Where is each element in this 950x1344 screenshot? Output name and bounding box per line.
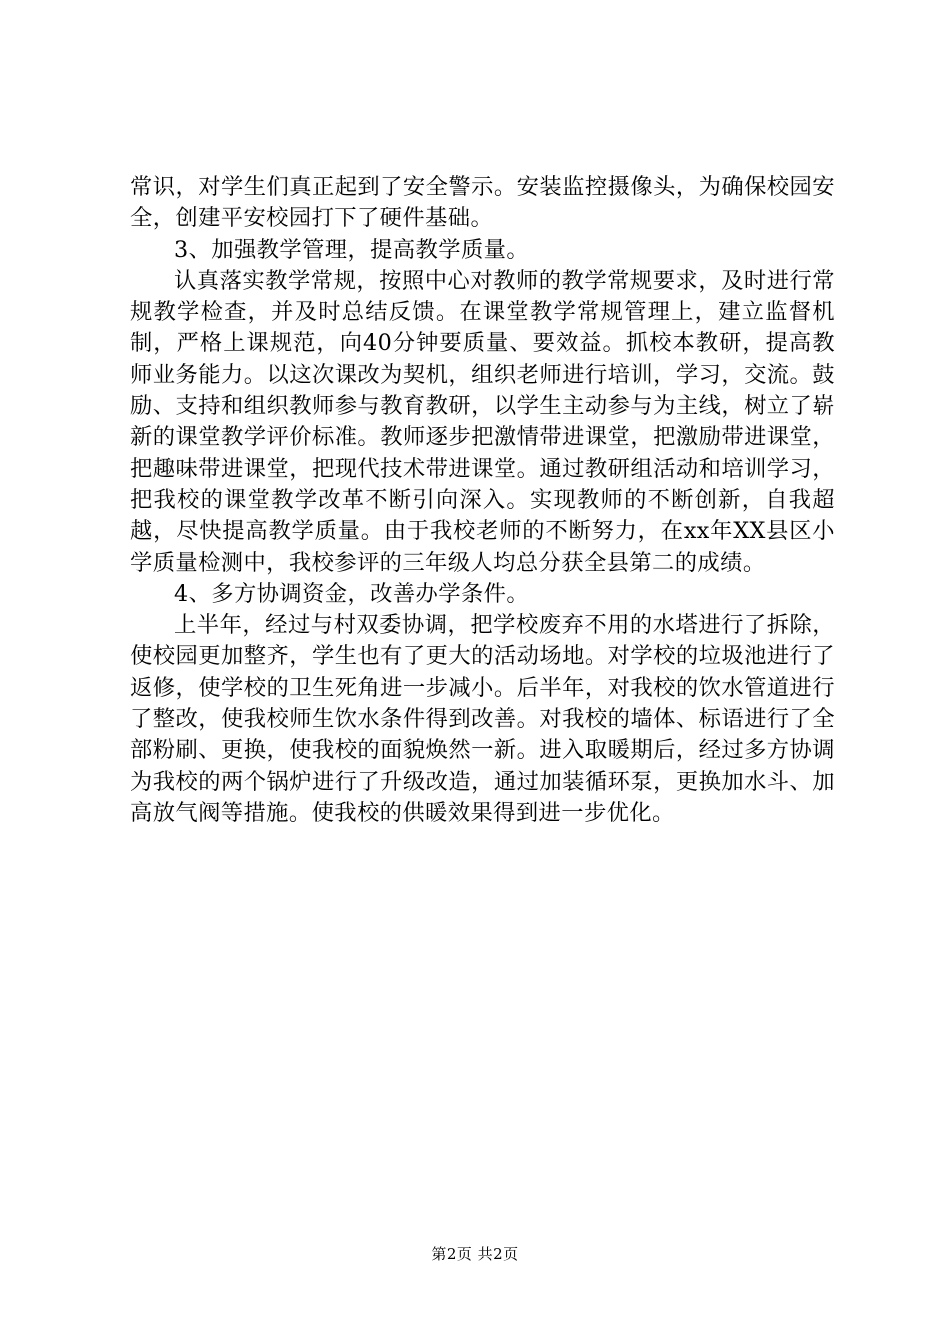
paragraph-school-conditions: 上半年，经过与村双委协调，把学校废弃不用的水塔进行了拆除，使校园更加整齐，学生也有了更大的活动场地。对学校的垃圾池进行了返修，使学校的卫生死角进一步减小。后半年，对我校的饮水管道进行了整改，使我校师生饮水条件得到改善。对我校的墙体、标语进行了全部粉刷、更换，使我校的面貌焕然一新。进入取暖期后，经过多方协调为我校的两个锅炉进行了升级改造，通过加装循环泵，更换加水斗、加高放气阀等措施。使我校的供暖效果得到进一步优化。 bbox=[130, 612, 835, 826]
section-heading-3: 3、加强教学管理，提高教学质量。 bbox=[174, 236, 530, 263]
paragraph-teaching-management: 认真落实教学常规，按照中心对教师的教学常规要求，及时进行常规教学检查，并及时总结反馈。在课堂教学常规管理上，建立监督机制，严格上课规范，向40分钟要质量、要效益。抓校本教研，提高教师业务能力。以这次课改为契机，组织老师进行培训，学习，交流。鼓励、支持和组织教师参与教育教研，以学生主动参与为主线，树立了崭新的课堂教学评价标准。教师逐步把激情带进课堂，把激励带进课堂，把趣味带进课堂，把现代技术带进课堂。通过教研组活动和培训学习，把我校的课堂教学改革不断引向深入。实现教师的不断创新，自我超越，尽快提高教学质量。由于我校老师的不断努力，在xx年XX县区小学质量检测中，我校参评的三年级人均总分获全县第二的成绩。 bbox=[130, 267, 835, 576]
document-body bbox=[130, 172, 835, 829]
paragraph-continuation: 常识，对学生们真正起到了安全警示。安装监控摄像头，为确保校园安全，创建平安校园打下了硬件基础。 bbox=[130, 174, 835, 232]
section-heading-4: 4、多方协调资金，改善办学条件。 bbox=[174, 580, 530, 607]
page-footer: 第2页 共2页 bbox=[431, 1245, 519, 1263]
